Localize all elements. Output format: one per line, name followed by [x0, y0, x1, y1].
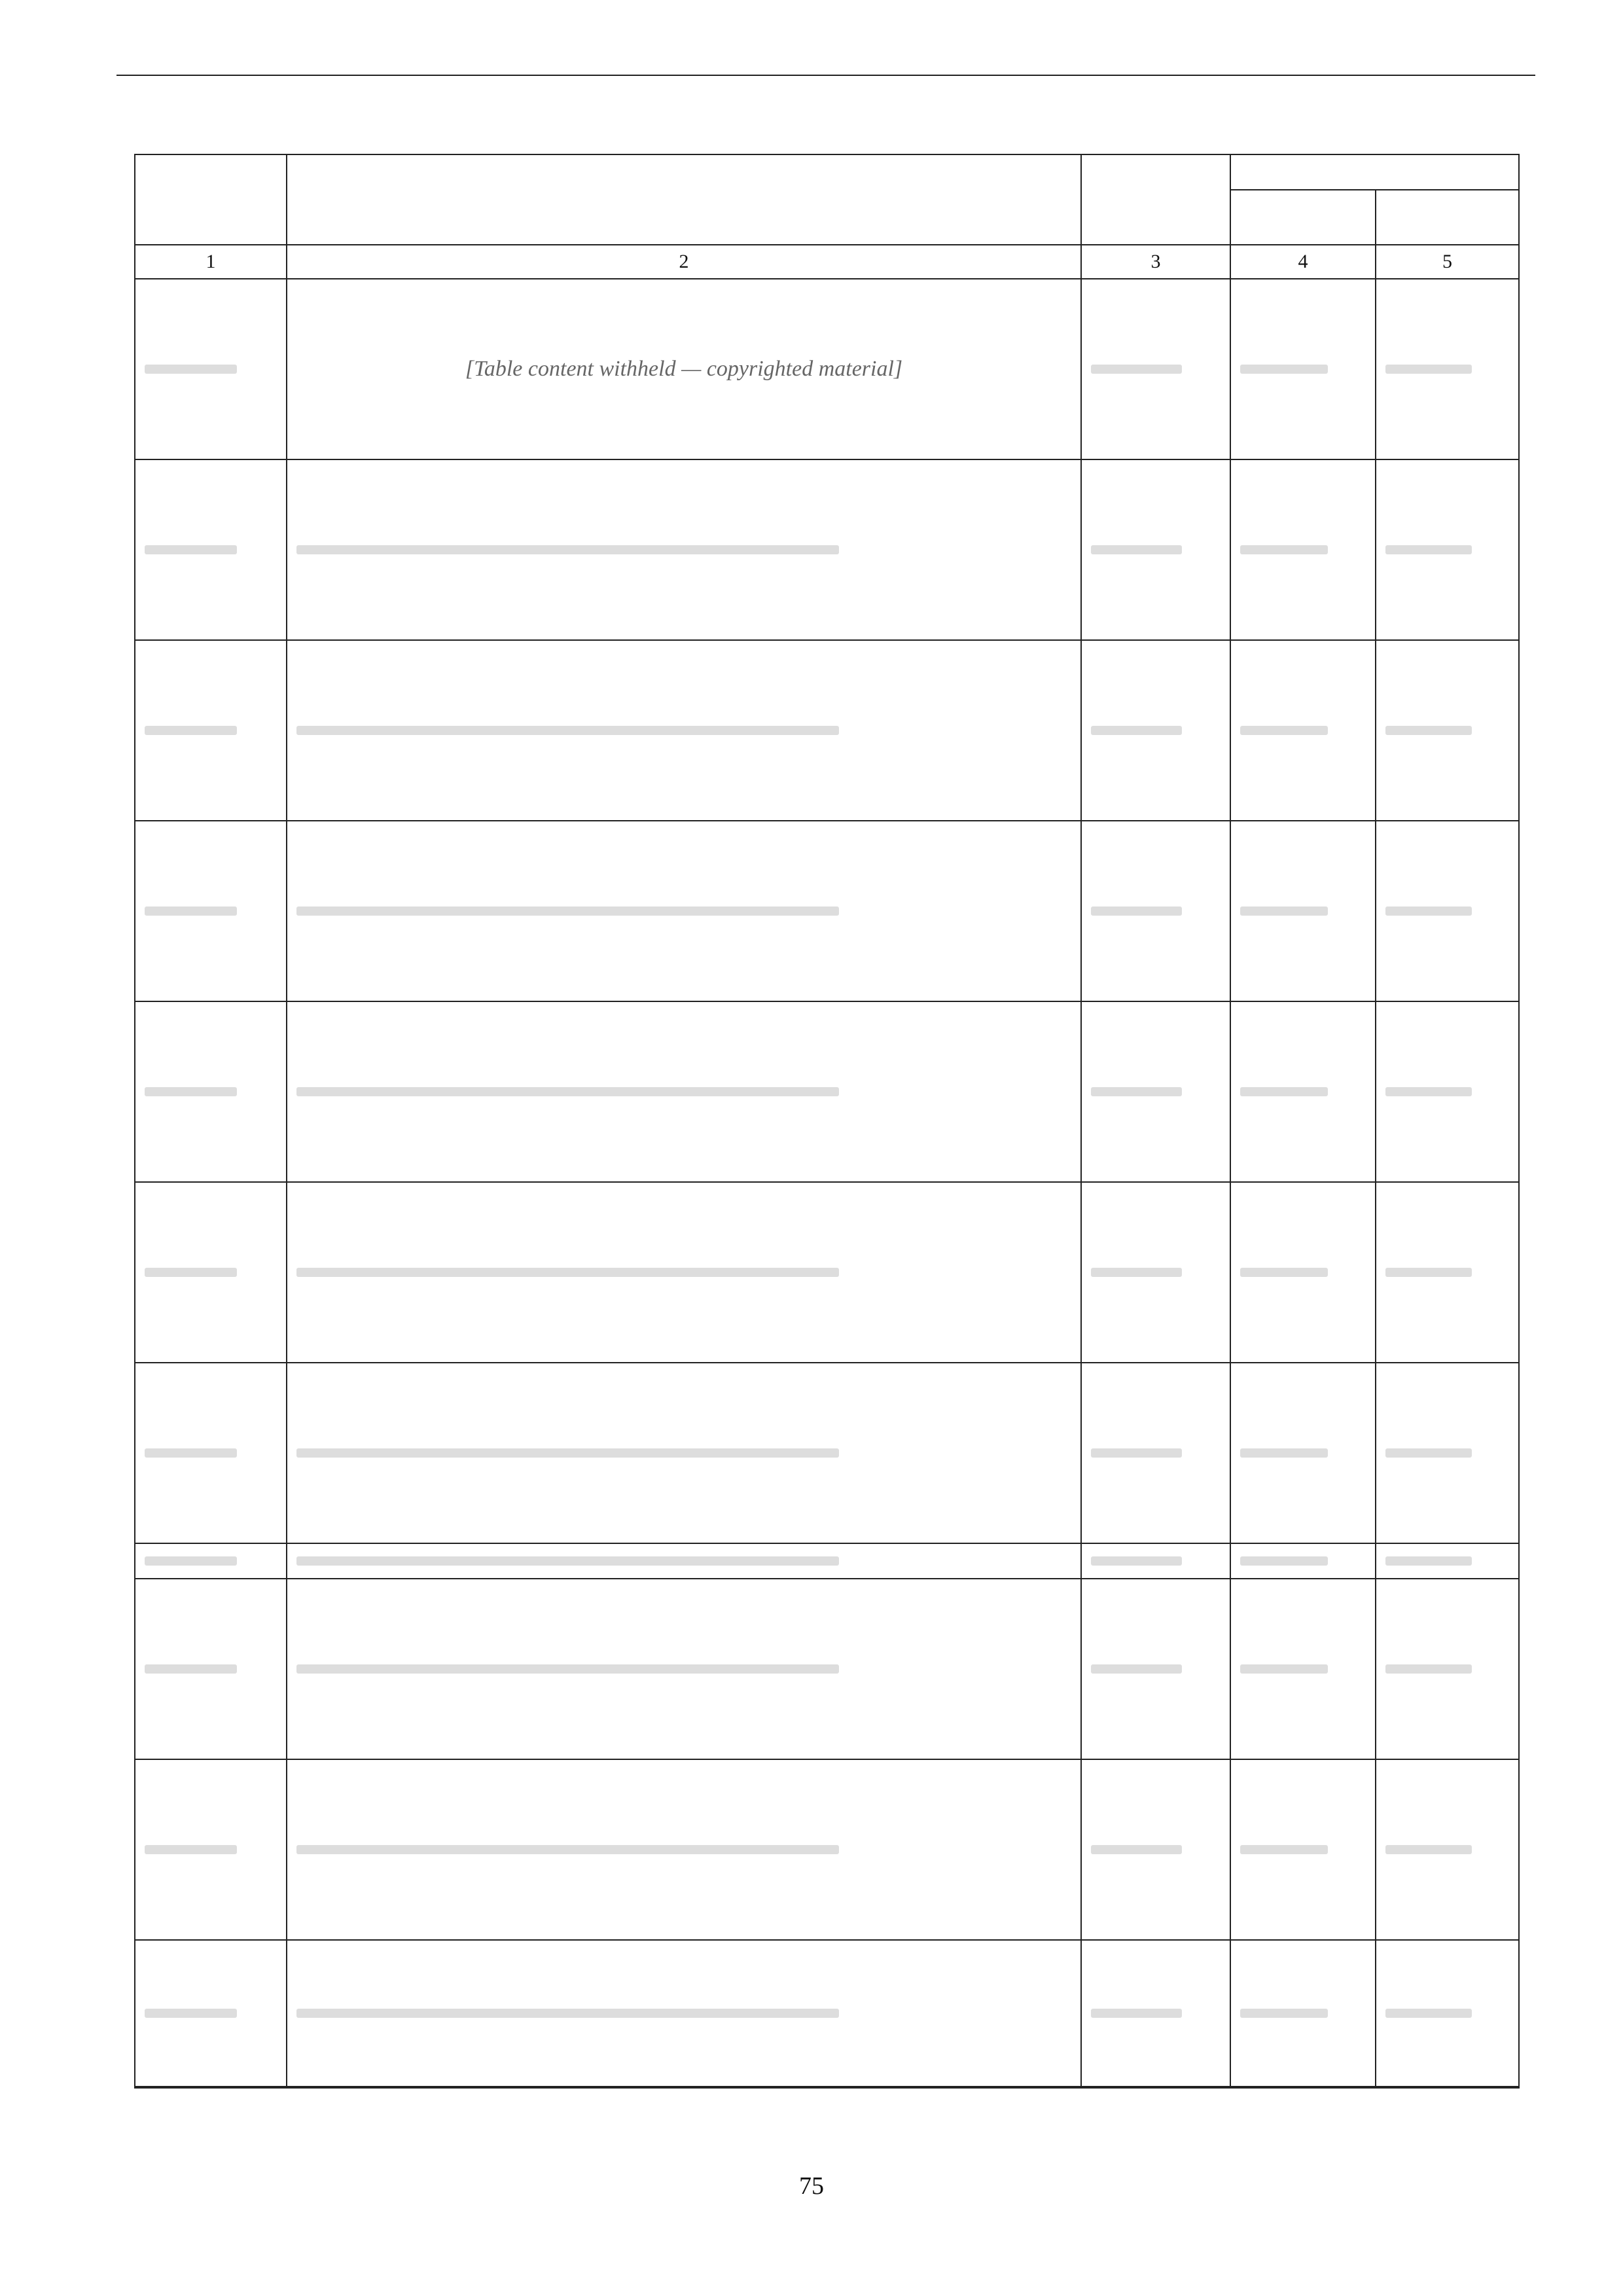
table-cell — [287, 1002, 1082, 1181]
header-price-release — [1231, 190, 1376, 244]
header-name — [287, 155, 1082, 244]
table-header-row — [135, 155, 1518, 245]
table-cell — [1376, 1363, 1518, 1543]
text-placeholder — [1240, 1845, 1328, 1854]
table-cell — [135, 821, 287, 1001]
table-body — [135, 279, 1518, 2087]
text-placeholder — [1091, 545, 1182, 554]
table-cell — [1082, 279, 1231, 459]
column-number: 4 — [1231, 245, 1376, 278]
table-cell — [1231, 1579, 1376, 1759]
text-placeholder — [1385, 1087, 1472, 1096]
table-cell — [1231, 641, 1376, 820]
text-placeholder — [1385, 1845, 1472, 1854]
header-price-estimate — [1376, 190, 1518, 244]
table-cell — [1376, 1579, 1518, 1759]
table-row-group — [135, 1941, 1518, 2087]
table-cell — [135, 1544, 287, 1578]
table-cell — [135, 1760, 287, 1939]
header-price-group — [1231, 155, 1518, 190]
text-placeholder — [1240, 1556, 1328, 1566]
table-cell — [1376, 279, 1518, 459]
text-placeholder — [296, 1087, 839, 1096]
text-placeholder — [1240, 1664, 1328, 1674]
table-cell — [1376, 1544, 1518, 1578]
table-cell — [1376, 1760, 1518, 1939]
text-placeholder — [1240, 545, 1328, 554]
text-placeholder — [1385, 1268, 1472, 1277]
table-cell — [1376, 641, 1518, 820]
text-placeholder — [1240, 1448, 1328, 1458]
text-placeholder — [1385, 365, 1472, 374]
text-placeholder — [296, 2009, 839, 2018]
table-cell — [1082, 1544, 1231, 1578]
text-placeholder — [1385, 906, 1472, 916]
table-cell — [1376, 460, 1518, 639]
text-placeholder — [1240, 726, 1328, 735]
text-placeholder — [1091, 726, 1182, 735]
text-placeholder — [145, 2009, 237, 2018]
table-cell — [135, 279, 287, 459]
table-cell — [135, 1941, 287, 2086]
table-cell — [1231, 1544, 1376, 1578]
table-cell — [287, 1183, 1082, 1362]
table-cell — [1231, 1183, 1376, 1362]
table-cell — [135, 460, 287, 639]
table-cell — [1082, 821, 1231, 1001]
text-placeholder — [1091, 906, 1182, 916]
text-placeholder — [145, 1448, 237, 1458]
text-placeholder — [1240, 1268, 1328, 1277]
column-number: 3 — [1082, 245, 1231, 278]
table-row-group — [135, 1544, 1518, 1579]
price-table — [134, 154, 1520, 2089]
text-placeholder — [145, 1268, 237, 1277]
table-row-group — [135, 641, 1518, 821]
table-cell — [1082, 1183, 1231, 1362]
text-placeholder — [1091, 1556, 1182, 1566]
table-cell — [135, 641, 287, 820]
text-placeholder — [1091, 1268, 1182, 1277]
text-placeholder — [1385, 545, 1472, 554]
table-cell — [287, 821, 1082, 1001]
table-cell — [287, 1760, 1082, 1939]
text-placeholder — [145, 1664, 237, 1674]
table-row-group — [135, 1183, 1518, 1363]
header-unit — [1082, 155, 1231, 244]
text-placeholder — [1091, 1664, 1182, 1674]
text-placeholder — [296, 1664, 839, 1674]
table-cell — [135, 1002, 287, 1181]
text-placeholder — [1091, 1448, 1182, 1458]
column-number: 1 — [135, 245, 287, 278]
table-cell — [1376, 1002, 1518, 1181]
text-placeholder — [296, 1268, 839, 1277]
table-cell — [287, 1941, 1082, 2086]
text-placeholder — [145, 365, 237, 374]
text-placeholder — [1240, 2009, 1328, 2018]
table-cell — [1376, 1183, 1518, 1362]
table-cell — [1082, 460, 1231, 639]
table-cell — [1231, 1941, 1376, 2086]
table-cell — [287, 1363, 1082, 1543]
table-cell — [1231, 1760, 1376, 1939]
page-number: 75 — [799, 2172, 824, 2200]
table-cell — [1231, 460, 1376, 639]
table-cell — [1082, 1760, 1231, 1939]
column-number: 2 — [287, 245, 1082, 278]
table-row-group — [135, 1002, 1518, 1183]
text-placeholder — [1385, 726, 1472, 735]
text-placeholder — [296, 906, 839, 916]
text-placeholder — [145, 726, 237, 735]
table-cell — [135, 1183, 287, 1362]
text-placeholder — [296, 726, 839, 735]
text-placeholder — [145, 906, 237, 916]
text-placeholder — [1240, 365, 1328, 374]
table-cell — [1082, 1363, 1231, 1543]
text-placeholder — [296, 1448, 839, 1458]
table-cell — [287, 1579, 1082, 1759]
header-price — [1231, 155, 1518, 244]
table-cell — [1231, 279, 1376, 459]
table-cell: [Table content withheld — copyrighted material] — [287, 279, 1082, 459]
table-row-group — [135, 1363, 1518, 1544]
table-row-group — [135, 821, 1518, 1002]
table-cell — [135, 1363, 287, 1543]
text-placeholder — [296, 1556, 839, 1566]
text-placeholder — [145, 1087, 237, 1096]
table-row-group — [135, 1579, 1518, 1760]
text-placeholder — [1385, 1664, 1472, 1674]
text-placeholder — [145, 1845, 237, 1854]
table-cell — [1082, 1002, 1231, 1181]
table-row-group — [135, 460, 1518, 641]
column-number-row — [135, 245, 1518, 279]
table-cell — [1082, 641, 1231, 820]
text-placeholder — [1240, 1087, 1328, 1096]
table-cell — [287, 1544, 1082, 1578]
table-cell — [1376, 821, 1518, 1001]
text-placeholder — [1385, 1556, 1472, 1566]
text-placeholder — [1240, 906, 1328, 916]
table-cell — [1082, 1941, 1231, 2086]
table-cell — [1231, 821, 1376, 1001]
header-code — [135, 155, 287, 244]
text-placeholder — [1091, 1087, 1182, 1096]
table-cell — [1231, 1002, 1376, 1181]
column-number: 5 — [1442, 251, 1452, 272]
running-header — [116, 68, 1535, 76]
table-cell — [1376, 1941, 1518, 2086]
text-placeholder — [1091, 1845, 1182, 1854]
table-row-group — [135, 279, 1518, 460]
table-cell — [135, 1579, 287, 1759]
text-placeholder — [1091, 2009, 1182, 2018]
table-cell — [287, 641, 1082, 820]
text-placeholder — [1091, 365, 1182, 374]
table-cell — [287, 460, 1082, 639]
text-placeholder — [145, 545, 237, 554]
text-placeholder — [1385, 1448, 1472, 1458]
text-placeholder — [296, 1845, 839, 1854]
table-row-group — [135, 1760, 1518, 1941]
text-placeholder — [145, 1556, 237, 1566]
text-placeholder — [1385, 2009, 1472, 2018]
text-placeholder — [296, 545, 839, 554]
table-cell — [1082, 1579, 1231, 1759]
table-cell — [1231, 1363, 1376, 1543]
